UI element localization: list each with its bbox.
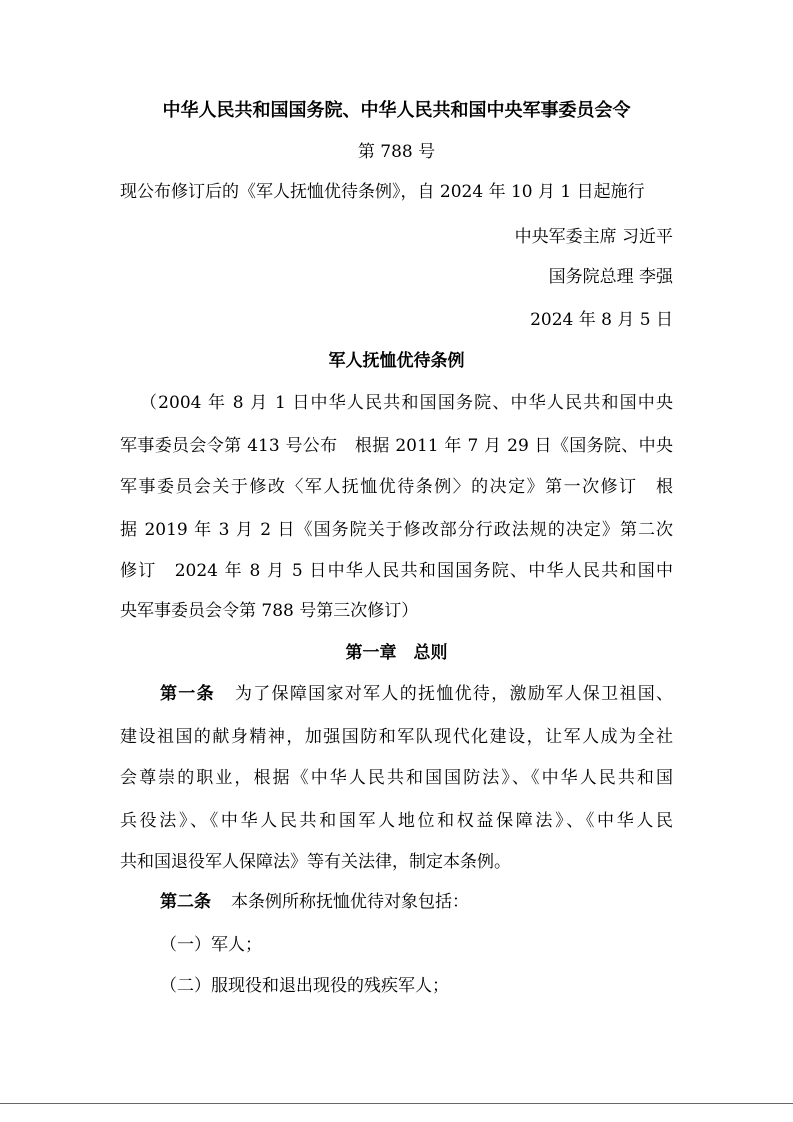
decree-date: 2024 年 8 月 5 日 bbox=[530, 310, 673, 330]
decree-announcement: 现公布修订后的《军人抚恤优待条例》，自 2024 年 10 月 1 日起施行 bbox=[120, 182, 645, 202]
page-bottom-divider bbox=[0, 1103, 793, 1104]
article-1-line: 建设祖国的献身精神，加强国防和军队现代化建设，让军人成为全社 bbox=[120, 727, 673, 747]
signature-chairman bbox=[515, 227, 673, 247]
regulation-title: 军人抚恤优待条例 bbox=[328, 351, 465, 371]
article-2-first-line bbox=[160, 892, 469, 912]
signature-premier bbox=[549, 267, 673, 287]
decree-title: 中华人民共和国国务院、中华人民共和国中央军事委员会令 bbox=[162, 100, 631, 121]
signature-name: 习近平 bbox=[622, 227, 673, 247]
signature-role: 国务院总理 bbox=[548, 267, 634, 287]
article-text: 为了保障国家对军人的抚恤优待，激励军人保卫祖国、 bbox=[234, 684, 674, 704]
article-text: 本条例所称抚恤优待对象包括： bbox=[231, 892, 469, 912]
article-label: 第一条 bbox=[160, 684, 215, 704]
history-line: 央军事委员会令第 788 号第三次修订） bbox=[120, 601, 419, 621]
article-label: 第二条 bbox=[160, 892, 211, 912]
history-line: 军事委员会令第 413 号公布 根据 2011 年 7 月 29 日《国务院、中央 bbox=[120, 436, 673, 456]
decree-number: 第 788 号 bbox=[357, 142, 436, 162]
history-line: 修订 2024 年 8 月 5 日中华人民共和国国务院、中华人民共和国中 bbox=[120, 561, 673, 581]
chapter-heading: 第一章 总则 bbox=[345, 643, 448, 663]
signature-role: 中央军委主席 bbox=[514, 227, 617, 247]
article-2-item: （一）军人； bbox=[160, 935, 262, 955]
history-line: 据 2019 年 3 月 2 日《国务院关于修改部分行政法规的决定》第二次 bbox=[120, 520, 673, 540]
signature-name: 李强 bbox=[639, 267, 673, 287]
article-1-line: 共和国退役军人保障法》等有关法律，制定本条例。 bbox=[120, 852, 511, 872]
article-1-line: 会尊崇的职业，根据《中华人民共和国国防法》、《中华人民共和国 bbox=[120, 768, 673, 788]
history-line: （2004 年 8 月 1 日中华人民共和国国务院、中华人民共和国中央 bbox=[140, 393, 673, 413]
article-1-line: 兵役法》、《中华人民共和国军人地位和权益保障法》、《中华人民 bbox=[120, 811, 673, 831]
article-1-first-line bbox=[160, 684, 673, 704]
history-line: 军事委员会关于修改〈军人抚恤优待条例〉的决定》第一次修订 根 bbox=[120, 477, 673, 497]
article-2-item: （二）服现役和退出现役的残疾军人； bbox=[160, 976, 449, 996]
